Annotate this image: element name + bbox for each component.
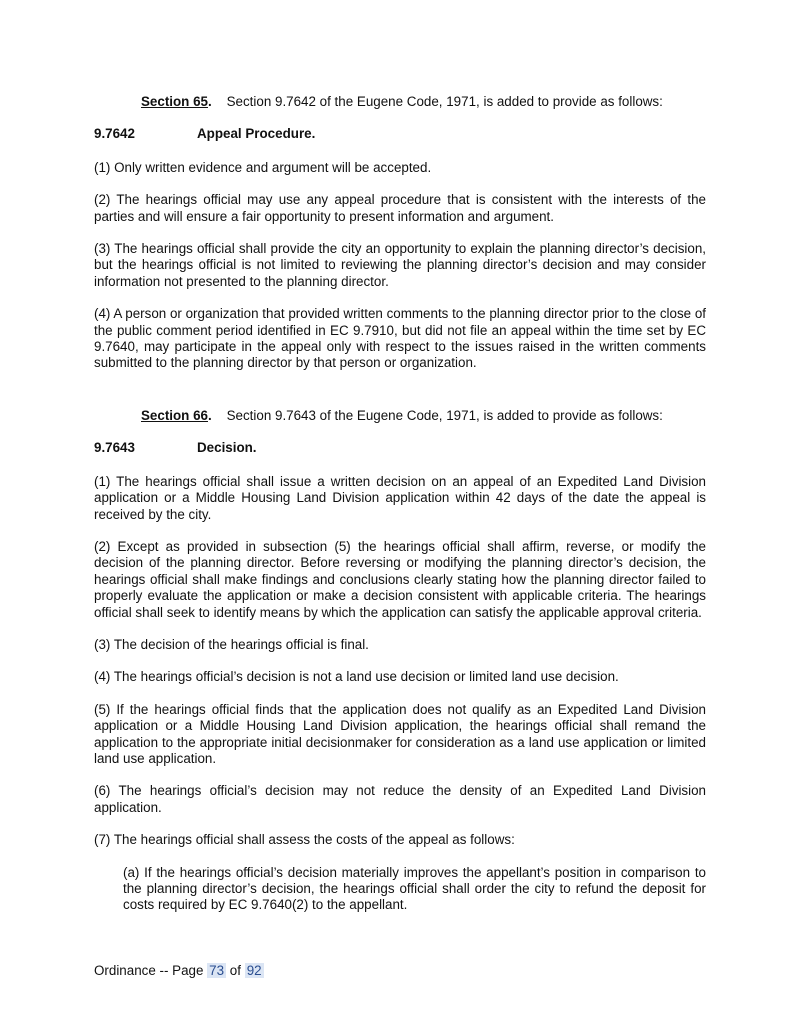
subparagraph: (a) If the hearings official’s decision materially improves the appellant’s position in comparison to the planning director’s decision, the hearings official shall order the city to refund the deposit for costs required by EC 9.7640(2) to the appellant. — [123, 864, 706, 913]
section-9-7642-heading: 9.7642 Appeal Procedure. — [94, 126, 316, 142]
paragraph: (5) If the hearings official finds that the application does not qualify as an Expedited Land Division application or a Middle Housing Land Division application, the hearings official shall remand the application to the appropriate initial decisionmaker for consideration as a land use application or limited land use application. — [94, 701, 706, 766]
section-66-intro: Section 66. Section 9.7643 of the Eugene Code, 1971, is added to provide as follows: — [141, 407, 663, 423]
section-66-text: Section 9.7643 of the Eugene Code, 1971, is added to provide as follows: — [226, 407, 663, 423]
section-9-7643-heading: 9.7643 Decision. — [94, 440, 257, 456]
paragraph: (1) The hearings official shall issue a written decision on an appeal of an Expedited Land Division application or a Middle Housing Land Division application within 42 days of the date the appeal is received by the city. — [94, 473, 706, 522]
paragraph: (3) The decision of the hearings official is final. — [94, 636, 369, 652]
section-65-intro: Section 65. Section 9.7642 of the Eugene Code, 1971, is added to provide as follows: — [141, 94, 663, 109]
paragraph: (2) Except as provided in subsection (5) the hearings official shall affirm, reverse, or modify the decision of the planning director. Before reversing or modifying the planning director’s decision, the hearings official shall make findings and conclusions clearly stating how the planning director failed to properly evaluate the application or make a decision consistent with applicable criteria. The hearings official shall seek to identify means by which the application can satisfy the applicable approval criteria. — [94, 538, 706, 620]
paragraph: (7) The hearings official shall assess the costs of the appeal as follows: — [94, 832, 515, 848]
page-total: 92 — [246, 963, 262, 978]
section-65-label: Section 65 — [141, 94, 208, 109]
paragraph: (6) The hearings official’s decision may not reduce the density of an Expedited Land Division application. — [94, 783, 706, 815]
paragraph: (4) A person or organization that provided written comments to the planning director prior to the close of the public comment period identified in EC 9.7910, but did not file an appeal within the time set by EC 9.7640, may participate in the appeal only with respect to the issues raised in the written comments submitted to the planning director by that person or organization. — [94, 306, 706, 371]
paragraph: (2) The hearings official may use any appeal procedure that is consistent with the interests of the parties and will ensure a fair opportunity to present information and argument. — [94, 192, 706, 224]
section-66-label: Section 66 — [141, 407, 208, 423]
page-number: 73 — [209, 963, 225, 978]
section-65-text: Section 9.7642 of the Eugene Code, 1971, is added to provide as follows: — [226, 94, 663, 109]
paragraph: (1) Only written evidence and argument will be accepted. — [94, 159, 432, 175]
paragraph: (4) The hearings official’s decision is not a land use decision or limited land use decision. — [94, 669, 619, 685]
page-footer: Ordinance -- Page 73 of 92 — [94, 963, 262, 978]
paragraph: (3) The hearings official shall provide the city an opportunity to explain the planning director’s decision, but the hearings official is not limited to reviewing the planning director’s decision and may consider information not presented to the planning director. — [94, 241, 706, 289]
document-page — [94, 94, 706, 930]
